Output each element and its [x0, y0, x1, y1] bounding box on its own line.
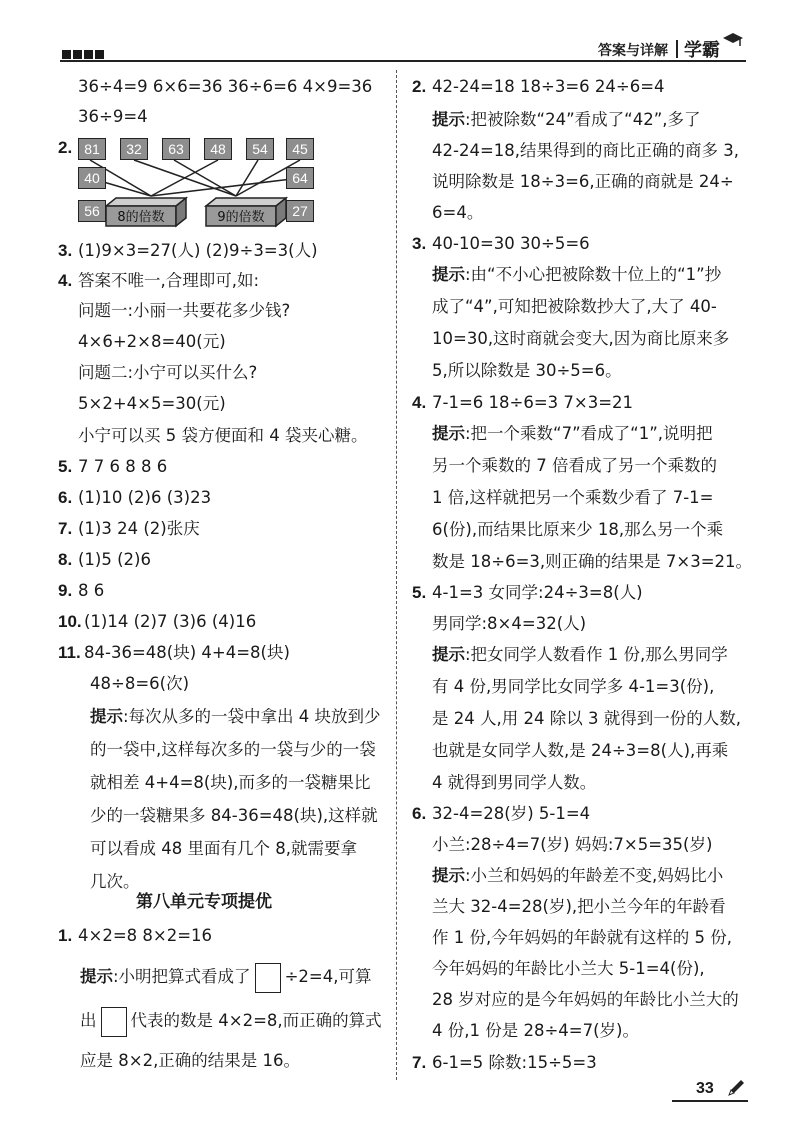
answer-line: (1)3 24 (2)张庆: [78, 519, 200, 538]
number-card: 27: [286, 200, 314, 222]
answer-line: 男同学:8×4=32(人): [432, 614, 587, 633]
question-number: 3.: [412, 234, 427, 253]
hint-line: 可以看成 48 里面有几个 8,就需要拿: [90, 839, 357, 858]
answer-line: 小兰:28÷4=7(岁) 妈妈:7×5=35(岁): [432, 835, 713, 854]
hint-line: 应是 8×2,正确的结果是 16。: [80, 1051, 301, 1070]
question-number: 1.: [58, 926, 73, 945]
answer-line: 84-36=48(块) 4+4=8(块): [84, 643, 290, 662]
question-number: 3.: [58, 241, 73, 260]
hint-line: 少的一袋糖果多 84-36=48(块),这样就: [90, 806, 378, 825]
number-card: 40: [78, 167, 106, 189]
hint-line: 的一袋中,这样每次多的一袋与少的一袋: [90, 740, 376, 759]
hint-label: 提示: [432, 265, 465, 284]
question-number: 4.: [412, 393, 427, 412]
hint-line: 成了“4”,可知把被除数抄大了,大了 40-: [432, 297, 717, 316]
mortarboard-icon: [722, 32, 744, 52]
hint-line: 提示:把被除数“24”看成了“42”,多了: [432, 110, 701, 129]
answer-line: 答案不唯一,合理即可,如:: [78, 271, 260, 290]
question-number: 7.: [412, 1053, 427, 1072]
question-number: 2.: [58, 138, 73, 157]
hint-label: 提示: [90, 707, 123, 726]
hint-line: 数是 18÷6=3,则正确的结果是 7×3=21。: [432, 552, 753, 571]
answer-line: 42-24=18 18÷3=6 24÷6=4: [432, 77, 665, 96]
pencil-icon: [726, 1078, 746, 1102]
hint-line: 有 4 份,男同学比女同学多 4-1=3(份),: [432, 677, 715, 696]
multiples-diagram: [76, 136, 316, 228]
answer-line: 5×2+4×5=30(元): [78, 394, 226, 413]
hint-label: 提示: [432, 110, 465, 129]
hint-line: 28 岁对应的是今年妈妈的年龄比小兰大的: [432, 990, 739, 1009]
number-card: 81: [78, 138, 106, 160]
question-number: 6.: [58, 488, 73, 507]
answer-line: 48÷8=6(次): [90, 674, 190, 693]
question-number: 4.: [58, 271, 73, 290]
answer-line: 8 6: [78, 581, 105, 600]
hint-line: 兰大 32-4=28(岁),把小兰今年的年龄看: [432, 897, 726, 916]
answer-line: 小宁可以买 5 袋方便面和 4 袋夹心糖。: [78, 426, 368, 445]
question-number: 9.: [58, 581, 73, 600]
hint-line: 4 份,1 份是 28÷4=7(岁)。: [432, 1021, 639, 1040]
question-number: 5.: [412, 583, 427, 602]
hint-line: 今年妈妈的年龄比小兰大 5-1=4(份),: [432, 959, 705, 978]
number-card: 45: [286, 138, 314, 160]
blank-box: [101, 1007, 127, 1037]
answer-line: 7 7 6 8 8 6: [78, 457, 168, 476]
hint-line: 提示:把女同学人数看作 1 份,那么男同学: [432, 645, 728, 664]
bin-label: 9的倍数: [217, 210, 265, 225]
question-number: 10.: [58, 612, 82, 631]
page-number: 33: [696, 1080, 714, 1097]
hint-label: 提示: [432, 866, 465, 885]
answer-line: 问题一:小丽一共要花多少钱?: [78, 301, 291, 320]
hint-line: 几次。: [90, 872, 140, 891]
hint-label: 提示: [80, 967, 113, 986]
hint-line: 提示:小兰和妈妈的年龄差不变,妈妈比小: [432, 866, 724, 885]
number-card: 48: [204, 138, 232, 160]
number-card: 56: [78, 200, 106, 222]
answer-line: (1)5 (2)6: [78, 550, 151, 569]
answer-line: 7-1=6 18÷6=3 7×3=21: [432, 393, 634, 412]
question-number: 6.: [412, 804, 427, 823]
hint-line: 10=30,这时商就会变大,因为商比原来多: [432, 329, 730, 348]
number-card: 63: [162, 138, 190, 160]
column-divider: [396, 70, 397, 1080]
answer-line: 36÷4=9 6×6=36 36÷6=6 4×9=36: [78, 77, 373, 96]
hint-line: 就相差 4+4=8(块),而多的一袋糖果比: [90, 773, 371, 792]
number-card: 54: [246, 138, 274, 160]
answer-line: (1)9×3=27(人) (2)9÷3=3(人): [78, 241, 318, 260]
hint-line: 6=4。: [432, 203, 484, 222]
answer-line: 6-1=5 除数:15÷5=3: [432, 1053, 597, 1072]
hint-label: 提示: [432, 424, 465, 443]
answer-line: 问题二:小宁可以买什么?: [78, 363, 258, 382]
header-title: 答案与详解: [598, 43, 668, 59]
hint-line: 5,所以除数是 30÷5=6。: [432, 361, 622, 380]
answer-line: 4×6+2×8=40(元): [78, 332, 226, 351]
answer-line: 32-4=28(岁) 5-1=4: [432, 804, 591, 823]
hint-line: 出 代表的数是 4×2=8,而正确的算式: [80, 1004, 382, 1038]
hint-line: 另一个乘数的 7 倍看成了另一个乘数的: [432, 456, 717, 475]
question-number: 11.: [58, 643, 81, 662]
number-card: 32: [120, 138, 148, 160]
hint-line: 6(份),而结果比原来少 18,那么另一个乘: [432, 520, 724, 539]
answer-line: 4-1=3 女同学:24÷3=8(人): [432, 583, 643, 602]
hint-line: 1 倍,这样就把另一个乘数少看了 7-1=: [432, 488, 714, 507]
header-rule: [60, 60, 746, 62]
answer-line: 36÷9=4: [78, 107, 148, 126]
answer-line: 40-10=30 30÷5=6: [432, 234, 590, 253]
hint-line: 作 1 份,今年妈妈的年龄就有这样的 5 份,: [432, 928, 732, 947]
hint-line: 提示:每次从多的一袋中拿出 4 块放到少: [90, 707, 381, 726]
section-title: 第八单元专项提优: [136, 892, 272, 912]
question-number: 5.: [58, 457, 73, 476]
hint-line: 提示:小明把算式看成了 ÷2=4,可算: [80, 960, 371, 994]
hint-line: 也就是女同学人数,是 24÷3=8(人),再乘: [432, 741, 729, 760]
header-divider: [676, 40, 678, 58]
hint-line: 4 就得到男同学人数。: [432, 773, 597, 792]
hint-line: 提示:由“不小心把被除数十位上的“1”抄: [432, 265, 722, 284]
bin-label: 8的倍数: [117, 210, 165, 225]
number-card: 64: [286, 167, 314, 189]
hint-line: 提示:把一个乘数“7”看成了“1”,说明把: [432, 424, 713, 443]
hint-line: 42-24=18,结果得到的商比正确的商多 3,: [432, 141, 739, 160]
answer-line: (1)10 (2)6 (3)23: [78, 488, 212, 507]
question-number: 2.: [412, 77, 427, 96]
question-number: 7.: [58, 519, 73, 538]
answer-line: 4×2=8 8×2=16: [78, 926, 213, 945]
hint-line: 说明除数是 18÷3=6,正确的商就是 24÷: [432, 172, 734, 191]
hint-label: 提示: [432, 645, 465, 664]
question-number: 8.: [58, 550, 73, 569]
answer-line: (1)14 (2)7 (3)6 (4)16: [84, 612, 257, 631]
header-brand: 学霸: [684, 40, 720, 61]
blank-box: [255, 963, 281, 993]
hint-line: 是 24 人,用 24 除以 3 就得到一份的人数,: [432, 709, 741, 728]
